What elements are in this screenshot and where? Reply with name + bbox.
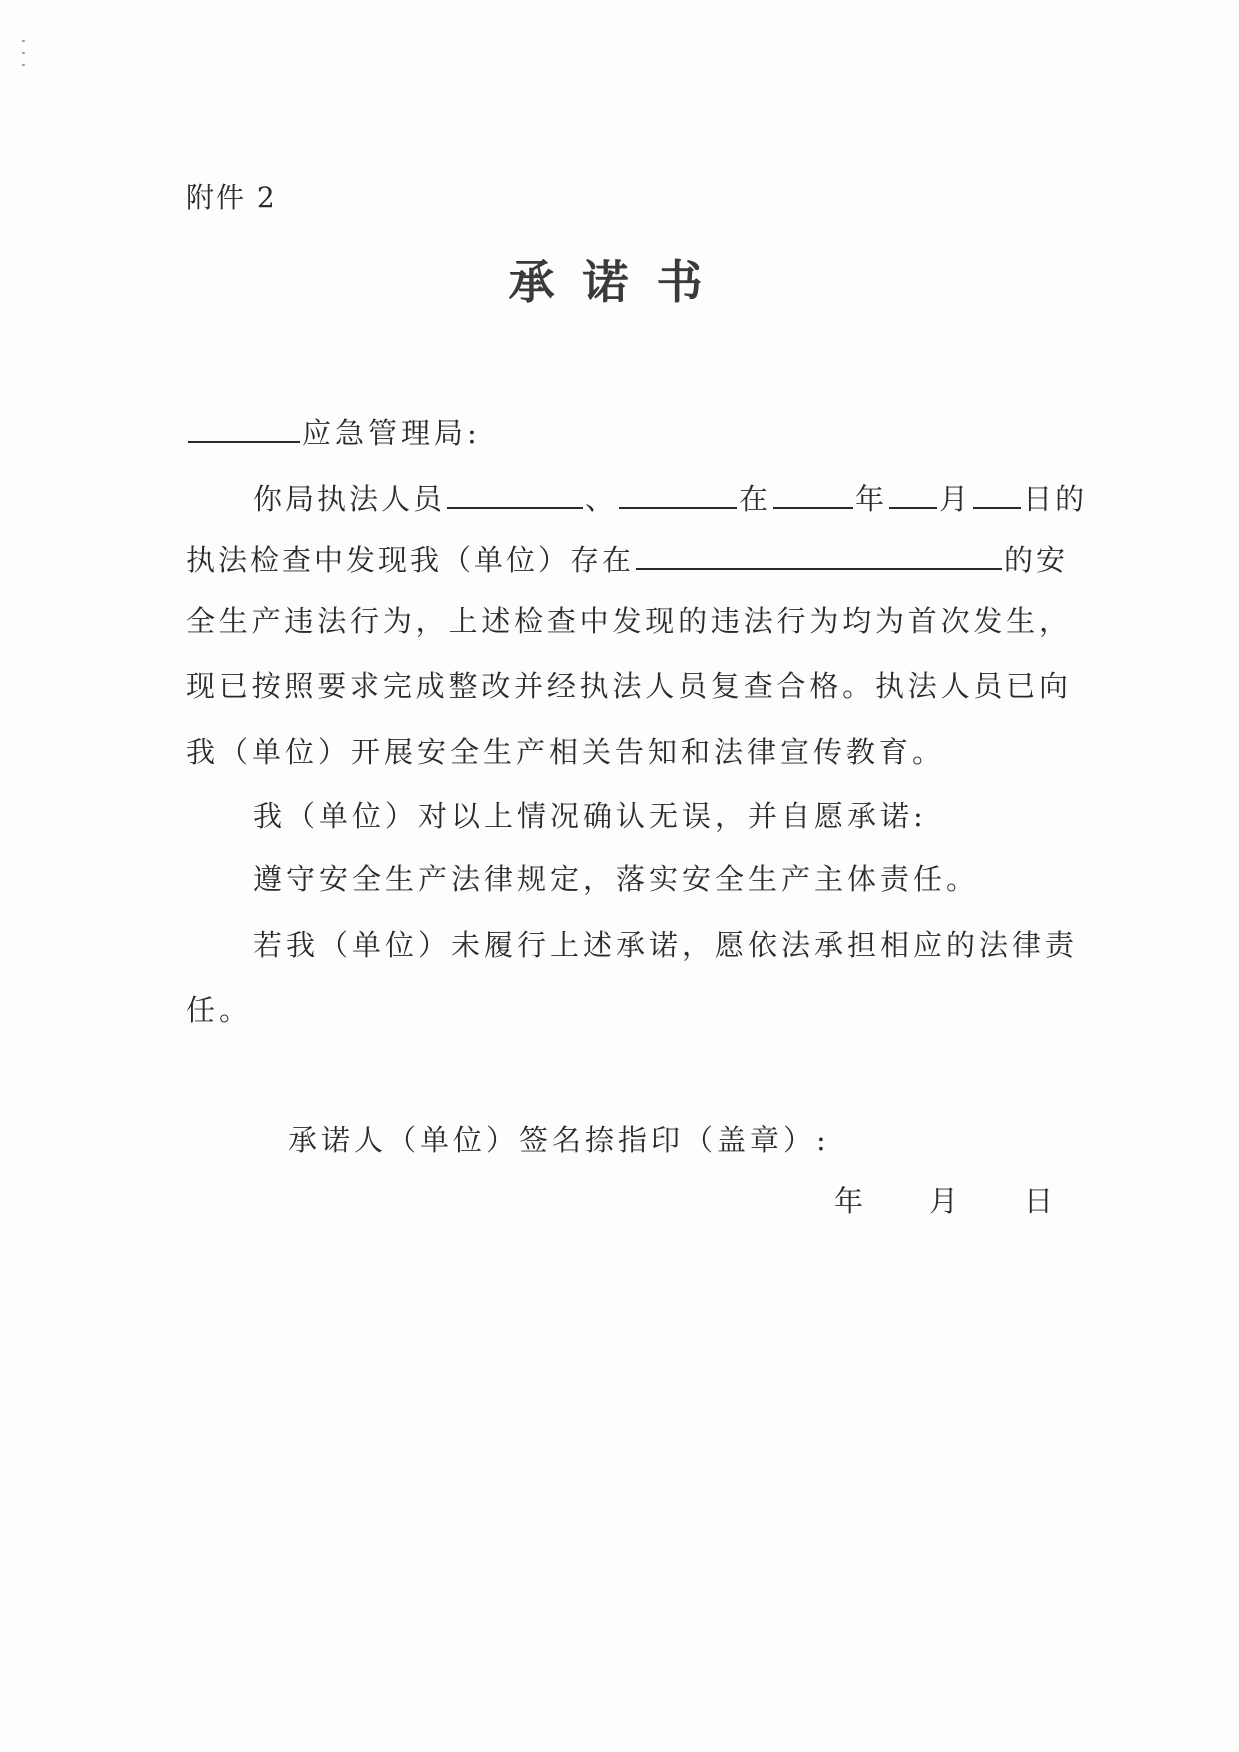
signature-date xyxy=(834,1181,1057,1221)
para1-line5: 我（单位）开展安全生产相关告知和法律宣传教育。 xyxy=(186,735,946,769)
date-month: 月 xyxy=(929,1184,963,1218)
para4-line2: 任。 xyxy=(186,993,253,1027)
para1-lead: 你局执法人员 xyxy=(253,482,446,516)
para1-year: 年 xyxy=(855,482,888,516)
violation-blank[interactable] xyxy=(636,538,1002,570)
day-blank[interactable] xyxy=(973,477,1021,509)
signature-label: 承诺人（单位）签名捺指印（盖章）: xyxy=(288,1123,830,1157)
attachment-label: 附件 2 xyxy=(186,181,277,214)
para1-sep: 、 xyxy=(585,482,618,516)
salutation-suffix: 应急管理局: xyxy=(302,416,481,450)
para1-line2-end: 的安 xyxy=(1004,543,1069,577)
officer2-blank[interactable] xyxy=(619,477,737,509)
para1-line2 xyxy=(186,538,1068,580)
scan-specks xyxy=(22,40,30,70)
officer1-blank[interactable] xyxy=(447,477,583,509)
para1-line3: 全生产违法行为，上述检查中发现的违法行为均为首次发生， xyxy=(186,604,1068,638)
date-year: 年 xyxy=(834,1184,868,1218)
document-title: 承诺书 xyxy=(508,255,731,309)
para1-month: 月 xyxy=(939,482,972,516)
para1-line1 xyxy=(253,477,1087,519)
para1-line4: 现已按照要求完成整改并经执法人员复查合格。执法人员已向 xyxy=(186,669,1068,703)
year-blank[interactable] xyxy=(773,477,853,509)
salutation xyxy=(186,411,481,453)
date-day: 日 xyxy=(1024,1184,1058,1218)
month-blank[interactable] xyxy=(889,477,937,509)
bureau-name-blank[interactable] xyxy=(188,411,300,443)
para2: 我（单位）对以上情况确认无误，并自愿承诺: xyxy=(253,799,927,833)
para1-day: 日的 xyxy=(1023,482,1088,516)
para1-at: 在 xyxy=(739,482,772,516)
para1-line2-start: 执法检查中发现我（单位）存在 xyxy=(186,543,635,577)
para3: 遵守安全生产法律规定，落实安全生产主体责任。 xyxy=(253,862,980,896)
para4-line1: 若我（单位）未履行上述承诺，愿依法承担相应的法律责 xyxy=(253,928,1079,962)
